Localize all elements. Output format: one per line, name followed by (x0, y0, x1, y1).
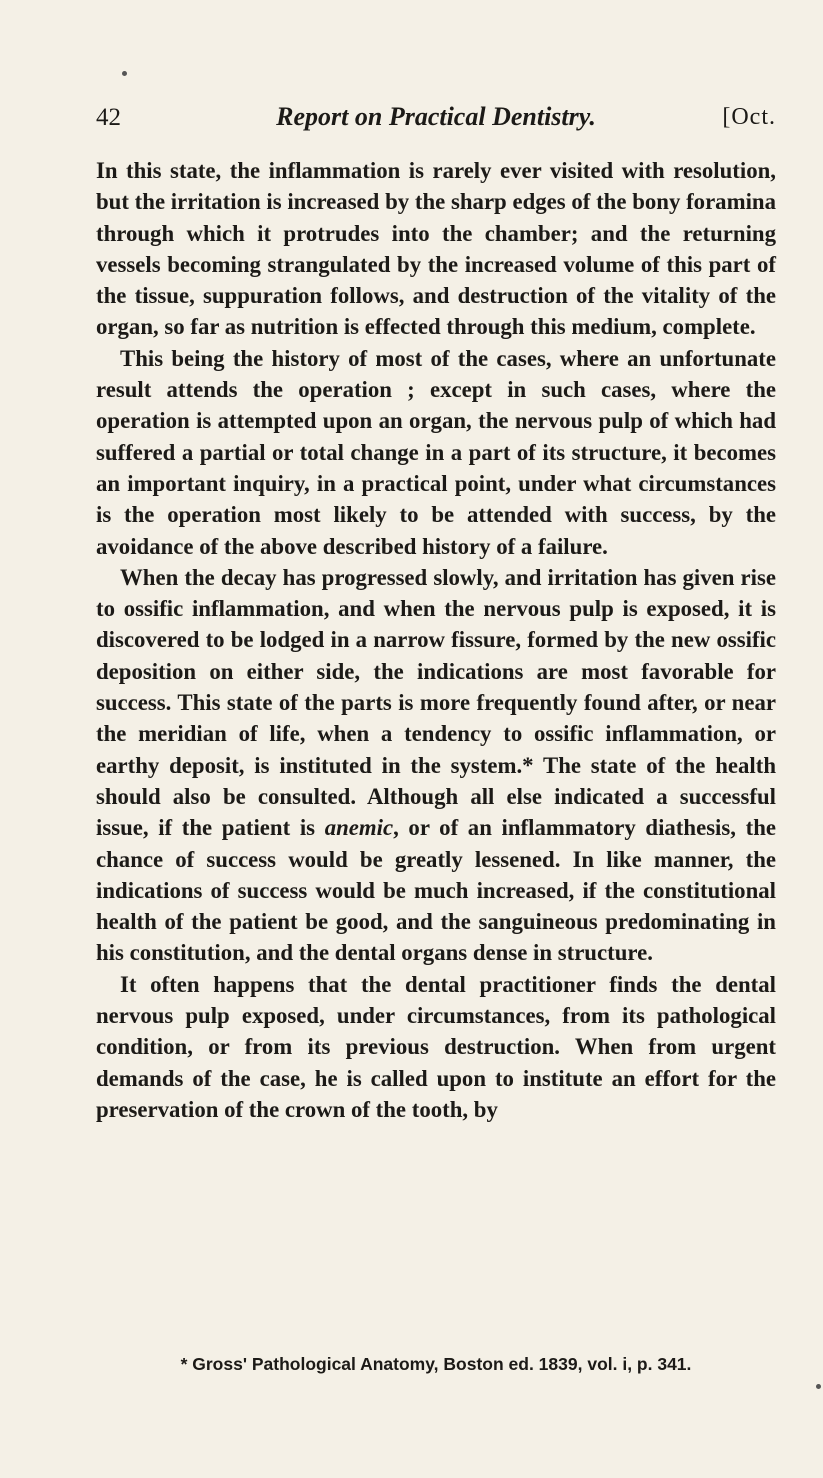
page-number: 42 (96, 104, 121, 131)
ink-speck (816, 1384, 821, 1389)
paragraph-4: It often happens that the dental practitioner finds the dental nervous pulp exposed, under circumstances, from its pathological condition, or from its previous destruction. When from urgent demands of the case, he is called upon to institute an effort for the preservation of the crown of the tooth, by (96, 971, 776, 1122)
body-text (96, 155, 776, 1125)
paragraph-3: When the decay has progressed slowly, and irritation has given rise to ossific inflammation, and when the nervous pulp is exposed, it is discovered to be lodged in a narrow fissure, formed by the new ossific deposition on either side, the indications are most favorable for success. This state of the parts is more frequently found after, or near the meridian of life, when a tendency to ossific inflammation, or earthy deposit, is instituted in the system.* The state of the health should also be consulted. Although all else indicated a successful issue, if the patient is anemic, or of an inflammatory diathesis, the chance of success would be greatly lessened. In like manner, the indications of success would be much increased, if the constitutional health of the patient be good, and the sanguineous predominating in his constitution, and the dental organs dense in structure. (96, 564, 776, 966)
emphasis-anemic: anemic (324, 815, 394, 841)
paragraph-1: In this state, the inflammation is rarely ever visited with resolution, but the irritation is increased by the sharp edges of the bony foramina through which it protrudes into the chamber; and the returning vessels becoming strangulated by the increased volume of this part of the tissue, suppuration follows, and destruction of the vitality of the organ, so far as nutrition is effected through this medium, complete. (96, 158, 776, 340)
ink-speck (122, 71, 127, 76)
running-header (96, 102, 776, 142)
footnote: * Gross' Pathological Anatomy, Boston ed. 1839, vol. i, p. 341. (180, 1354, 692, 1374)
running-title: Report on Practical Dentistry. (276, 102, 596, 131)
paragraph-2: This being the history of most of the cases, where an unfortunate result attends the operation ; except in such cases, where the operation is attempted upon an organ, the nervous pulp of which had suffered a partial or total change in a part of its structure, it becomes an important inquiry, in a practical point, under what circumstances is the operation most likely to be attended with success, by the avoidance of the above described history of a failure. (96, 345, 776, 559)
header-month: [Oct. (722, 104, 776, 130)
